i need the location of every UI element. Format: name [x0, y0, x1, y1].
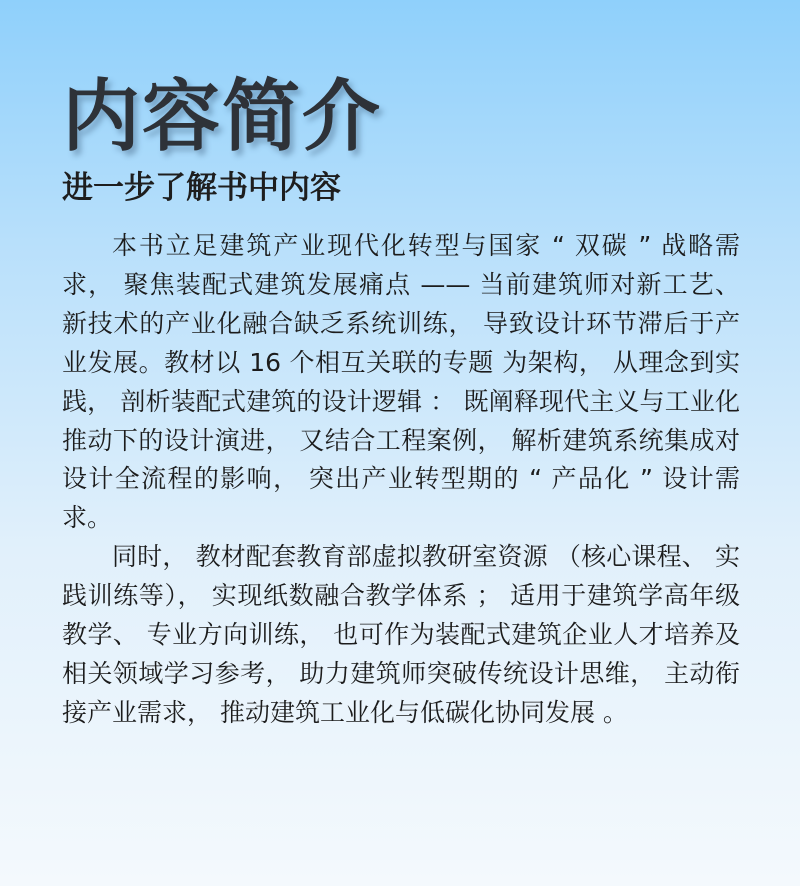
paragraph-1: 本书立足建筑产业现代化转型与国家 “ 双碳 ” 战略需求， 聚焦装配式建筑发展痛点 —— 当前建筑师对新工艺、 新技术的产业化融合缺乏系统训练， 导致设计环节滞后于产业发展。教材以 16 个相互关联的专题 为架构， 从理念到实践， 剖析装配式建筑的设计逻辑 ： 既阐释现代主义与工业化推动下的设计演进， 又结合工程案例， 解析建筑系统集成对设计全流程的影响， 突出产业转型期的 “ 产品化 ” 设计需求。 — [62, 231, 740, 533]
section-title: 内容简介 — [62, 72, 383, 162]
section-subtitle: 进一步了解书中内容 — [62, 170, 341, 206]
section-header — [62, 72, 382, 208]
paragraph-2: 同时， 教材配套教育部虚拟教研室资源 （核心课程、 实践训练等）， 实现纸数融合教学体系 ； 适用于建筑学高年级教学、 专业方向训练， 也可作为装配式建筑企业人才培养及相关领域学习参考， 助力建筑师突破传统设计思维， 主动衔接产业需求， 推动建筑工业化与低碳化协同发展 。 — [62, 542, 740, 727]
book-introduction — [62, 227, 740, 733]
